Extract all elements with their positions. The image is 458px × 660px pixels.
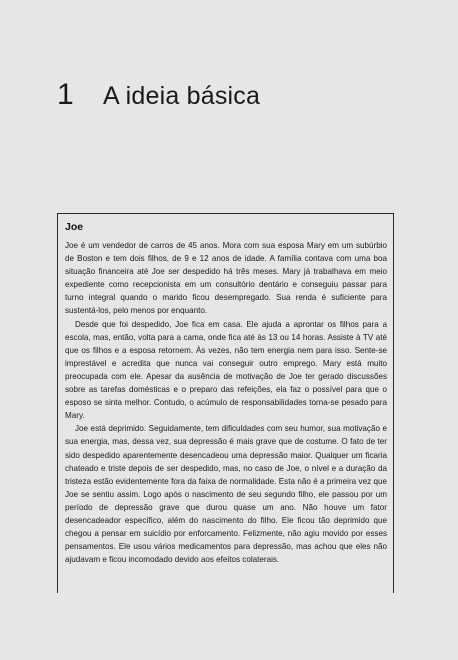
case-study-box xyxy=(57,213,394,593)
case-paragraph: Desde que foi despedido, Joe fica em casa. Ele ajuda a aprontar os filhos para a escola, mas, então, volta para a cama, onde fica até às 13 ou 14 horas. Assiste à TV até que os filhos e a esposa retornem. Às vezes, não tem energia nem para isso. Sente-se imprestável e acredita que nunca vai conseguir outro emprego. Mary está muito preocupada com ele. Apesar da ausência de motivação de Joe ter gerado discussões sobre as tarefas domésticas e o preparo das refeições, ela faz o possível para que o esposo se sinta melhor. Contudo, o acúmulo de responsabilidades torna-se pesado para Mary. xyxy=(65,319,387,421)
case-study-title: Joe xyxy=(65,221,84,233)
case-paragraph: Joe está deprimido. Seguidamente, tem dificuldades com seu humor, sua motivação e sua energia, mas, dessa vez, sua depressão é mais grave que de costume. O fato de ter sido despedido aparentemente desencadeou uma depressão maior. Qualquer um ficaria chateado e triste depois de ser despedido, mas, no caso de Joe, o nível e a duração da tristeza estão evidentemente fora da faixa de normalidade. Esta não é a primeira vez que Joe se sentiu assim. Logo após o nascimento de seu segundo filho, ele passou por um período de depressão grave que durou quase um ano. Não houve um fator desencadeador específico, além do nascimento do filho. Ele ficou tão deprimido que chegou a pensar em suicídio por enforcamento. Felizmente, não agiu movido por esses pensamentos. Ele usou vários medicamentos para depressão, mas achou que eles não ajudavam e ficou incomodado devido aos efeitos colaterais. xyxy=(65,424,387,565)
chapter-number: 1 xyxy=(57,78,74,111)
chapter-heading xyxy=(57,78,260,112)
case-paragraph: Joe é um vendedor de carros de 45 anos. Mora com sua esposa Mary em um subúrbio de Boston e tem dois filhos, de 9 e 12 anos de idade. A família contava com uma boa situação financeira até Joe ser despedido há três meses. Mary já trabalhava em meio expediente como recepcionista em um consultório dentário e conseguiu passar para turno integral quando o marido ficou desempregado. Sua renda é suficiente para sustentá-los, pelo menos por enquanto. xyxy=(65,241,387,316)
chapter-title: A ideia básica xyxy=(103,82,261,110)
